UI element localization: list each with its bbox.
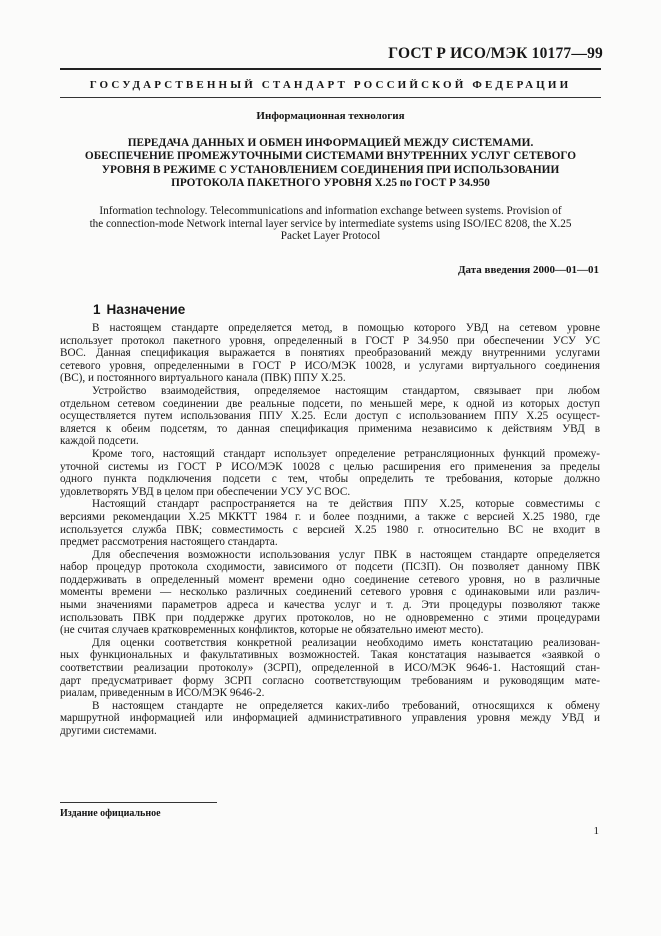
title-english: [60, 205, 601, 243]
paragraph-line: использовать ПВК при поддержке других протоколов, но не одновременно с этими процедурами: [60, 611, 600, 624]
topic-heading: Информационная технология: [256, 110, 405, 122]
document-number: ГОСТ Р ИСО/МЭК 10177—99: [388, 45, 603, 62]
paragraph-line: ВОС. Данная спецификация выражается в понятиях преобразований между внутренними услугами: [60, 347, 600, 360]
paragraph-line: набор процедур протокола сходимости, зависимого от подсети (ПСЗП). Он позволяет данному ПВК: [60, 561, 600, 574]
paragraph-line: каждой подсети.: [60, 435, 139, 448]
paragraph-line: дарт предусматривает форму ЗСРП согласно соответствующим требованиям и руководящим мате-: [60, 674, 600, 687]
paragraph-line: использует протокол пакетного уровня, определенный в ГОСТ Р 34.950 при обеспечении УСУ УС: [60, 334, 600, 347]
paragraph-line: Устройство взаимодействия, определяемое настоящим стандартом, связывает при любом: [92, 384, 600, 397]
paragraph-line: Кроме того, настоящий стандарт использует определение ретрансляционных функций промежу-: [92, 447, 600, 460]
paragraph-line: одного пункта подключения подсети с тем, чтобы определить те требования, которые должно: [60, 473, 600, 486]
title-en-line: the connection-mode Network internal layer service by intermediate systems using ISO/IEC 8208, the X.25: [89, 217, 572, 230]
paragraph-line: риалам, приведенным в ИСО/МЭК 9646-2.: [60, 687, 265, 700]
banner-rule: [60, 97, 601, 98]
body-text: [60, 322, 600, 738]
title-ru-line: ОБЕСПЕЧЕНИЕ ПРОМЕЖУТОЧНЫМИ СИСТЕМАМИ ВНУТРЕННИХ УСЛУГ СЕТЕВОГО: [84, 150, 577, 163]
paragraph-line: осуществляется путем использования ППУ Х.25. Если доступ с использованием ППУ Х.25 осущест-: [60, 410, 600, 423]
title-ru-line: ПЕРЕДАЧА ДАННЫХ И ОБМЕН ИНФОРМАЦИЕЙ МЕЖДУ СИСТЕМАМИ.: [127, 137, 534, 149]
page-number: 1: [593, 825, 599, 837]
body-paragraph: [60, 322, 600, 385]
paragraph-line: удовлетворять УВД в целом при обеспечении УСУ УС ВОС.: [60, 485, 351, 498]
body-paragraph: [60, 385, 600, 448]
title-ru-line: ПРОТОКОЛА ПАКЕТНОГО УРОВНЯ X.25 по ГОСТ Р 34.950: [171, 177, 490, 190]
section-heading: [93, 302, 185, 317]
header-rule: [60, 68, 601, 70]
introduction-date: Дата введения 2000—01—01: [457, 264, 599, 276]
paragraph-line: моменты времени — несколько различных соединений сетевого уровня с одинаковыми или различ-: [60, 586, 600, 599]
paragraph-line: Для оценки соответствия конкретной реализации необходимо иметь констатацию реализован-: [92, 636, 600, 649]
paragraph-line: соответствии реализации протоколу» (ЗСРП), определенной в ИСО/МЭК 9646-1. Настоящий стан-: [60, 662, 600, 675]
paragraph-line: другими системами.: [60, 725, 157, 737]
body-paragraph: [60, 549, 600, 637]
body-paragraph: [60, 498, 600, 548]
title-russian: [60, 137, 601, 191]
section-number: 1: [93, 302, 101, 317]
paragraph-line: Настоящий стандарт распространяется на те действия ППУ Х.25, которые совместимы с: [92, 498, 600, 511]
section-title: Назначение: [106, 302, 186, 317]
paragraph-line: В настоящем стандарте не определяется каких-либо требований, относящихся к обмену: [92, 699, 600, 712]
paragraph-line: версиями рекомендации Х.25 МККТТ 1984 г. и более поздними, а также с версией Х.25 1980, где: [60, 510, 600, 523]
title-en-line: Information technology. Telecommunications and information exchange between systems. Provision of: [99, 205, 562, 217]
paragraph-line: сетевого уровня, определенными в ГОСТ Р ИСО/МЭК 10028, и услугами виртуального соединения: [60, 359, 600, 372]
paragraph-line: отдельном сетевом соединении две реальные подсети, по меньшей мере, к одной из которых доступ: [60, 397, 600, 410]
edition-label: Издание официальное: [60, 808, 161, 819]
body-paragraph: [60, 700, 600, 738]
paragraph-line: маршрутной информацией или информацией административного управления уровня между УВД и: [60, 712, 600, 725]
paragraph-line: Для обеспечения возможности использования услуг ПВК в настоящем стандарте определяется: [92, 548, 600, 561]
title-ru-line: УРОВНЯ В РЕЖИМЕ С УСТАНОВЛЕНИЕМ СОЕДИНЕНИЯ ПРИ ИСПОЛЬЗОВАНИИ: [101, 163, 560, 176]
paragraph-line: (ВС), и постоянного виртуального канала (ПВК) ППУ Х.25.: [60, 372, 346, 385]
paragraph-line: поддерживать в определенный момент времени одно соединение сетевого уровня, но в различные: [60, 573, 600, 586]
body-paragraph: [60, 448, 600, 498]
paragraph-line: ными значениями параметров адреса и качества услуг и т. д. Эти процедуры позволяют также: [60, 599, 600, 612]
body-paragraph: [60, 637, 600, 700]
paragraph-line: вляется к обеим подсетям, то данная спецификация применима независимо к действиям УВД в: [60, 422, 600, 435]
paragraph-line: предмет рассмотрения настоящего стандарта.: [60, 536, 278, 549]
title-en-line: Packet Layer Protocol: [280, 230, 381, 243]
paragraph-line: В настоящем стандарте определяется метод, в помощью которого УВД на сетевом уровне: [92, 322, 600, 334]
footer-rule: [60, 802, 217, 803]
paragraph-line: (не считая случаев кратковременных конфликтов, которые не обязательно имеют место).: [60, 624, 484, 637]
standard-banner: ГОСУДАРСТВЕННЫЙ СТАНДАРТ РОССИЙСКОЙ ФЕДЕРАЦИИ: [89, 79, 572, 91]
paragraph-line: ных функциональных и факультативных возможностей. Такая констатация называется «заявкой о: [60, 649, 600, 662]
paragraph-line: уточной системы из ГОСТ Р ИСО/МЭК 10028 с целью расширения его применения за пределы: [60, 460, 600, 473]
paragraph-line: используется служба ПВК; совместимость с версией Х.25 1980 г. относительно ВС не входит в: [60, 523, 600, 536]
